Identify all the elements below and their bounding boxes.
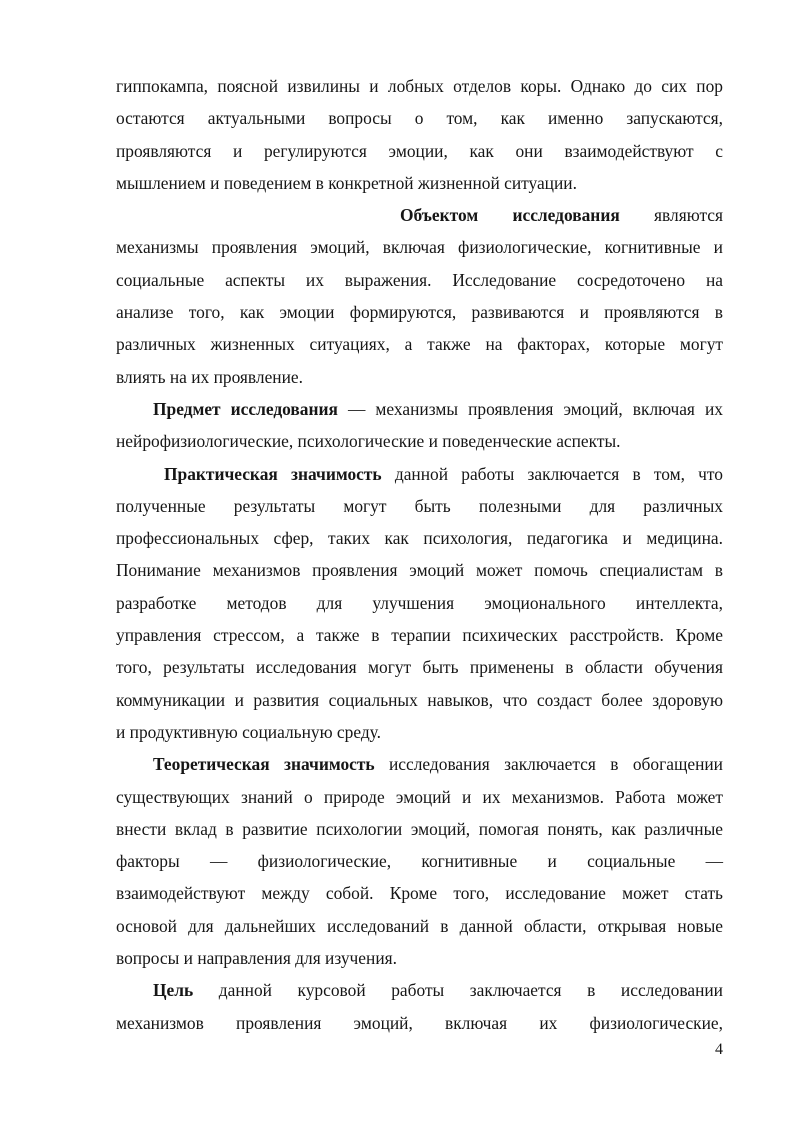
text-line: внести вклад в развитие психологии эмоций, помогая понять, как различные [116, 818, 723, 839]
paragraph-goal [116, 974, 723, 1039]
paragraph-theoretical-significance [116, 748, 723, 974]
text-line: разработке методов для улучшения эмоционального интеллекта, [116, 592, 723, 613]
text-line: управления стрессом, а также в терапии психических расстройств. Кроме [116, 625, 723, 646]
text-line: мышлением и поведением в конкретной жизненной ситуации. [116, 172, 577, 193]
text-line: гиппокампа, поясной извилины и лобных отделов коры. Однако до сих пор [116, 76, 723, 96]
text-line: механизмы проявления эмоций, включая физиологические, когнитивные и [116, 237, 723, 258]
paragraph-practical-significance [116, 458, 723, 749]
text-line: нейрофизиологические, психологические и поведенческие аспекты. [116, 431, 621, 452]
line-text: исследования заключается в обогащении [374, 754, 723, 775]
text-line: анализе того, как эмоции формируются, развиваются и проявляются в [116, 302, 723, 323]
paragraph-continuation [116, 70, 723, 199]
text-line [116, 393, 723, 425]
text-line [116, 974, 723, 1006]
line-text: — механизмы проявления эмоций, включая их [337, 398, 723, 419]
text-line: профессиональных сфер, таких как психология, педагогика и медицина. [116, 528, 723, 549]
text-line: различных жизненных ситуациях, а также на факторах, которые могут [116, 334, 723, 355]
bold-term: Цель [153, 980, 194, 1001]
text-line: остаются актуальными вопросы о том, как именно запускаются, [116, 108, 723, 129]
paragraph-subject [116, 393, 723, 458]
text-line [116, 748, 723, 780]
bold-term: Практическая значимость [164, 463, 382, 484]
text-line: влиять на их проявление. [116, 366, 303, 387]
text-line: социальные аспекты их выражения. Исследование сосредоточено на [116, 269, 723, 290]
text-line: Понимание механизмов проявления эмоций может помочь специалистам в [116, 560, 723, 581]
text-line: и продуктивную социальную среду. [116, 721, 381, 742]
text-line: проявляются и регулируются эмоции, как они взаимодействуют с [116, 140, 723, 161]
text-line [116, 458, 723, 490]
paragraph-object [116, 199, 723, 393]
bold-term: Предмет исследования [153, 398, 338, 419]
text-line: коммуникации и развития социальных навыков, что создаст более здоровую [116, 689, 723, 710]
line-text: данной работы заключается в том, что [381, 463, 723, 484]
text-line: полученные результаты могут быть полезными для различных [116, 495, 723, 516]
page-number: 4 [715, 1041, 723, 1058]
text-line: вопросы и направления для изучения. [116, 948, 397, 969]
body-text [116, 70, 723, 1039]
text-line: факторы — физиологические, когнитивные и социальные — [116, 851, 723, 872]
line-text: данной курсовой работы заключается в исследовании [193, 980, 723, 1001]
bold-term: Объектом исследования [400, 205, 620, 226]
text-line: основой для дальнейших исследований в данной области, открывая новые [116, 915, 723, 936]
text-line [116, 199, 723, 231]
text-line: того, результаты исследования могут быть применены в области обучения [116, 657, 723, 678]
text-line: механизмов проявления эмоций, включая их физиологические, [116, 1012, 723, 1033]
bold-term: Теоретическая значимость [153, 754, 375, 775]
line-text: являются [619, 205, 723, 226]
text-line: существующих знаний о природе эмоций и их механизмов. Работа может [116, 786, 723, 807]
text-line: взаимодействуют между собой. Кроме того, исследование может стать [116, 883, 723, 904]
